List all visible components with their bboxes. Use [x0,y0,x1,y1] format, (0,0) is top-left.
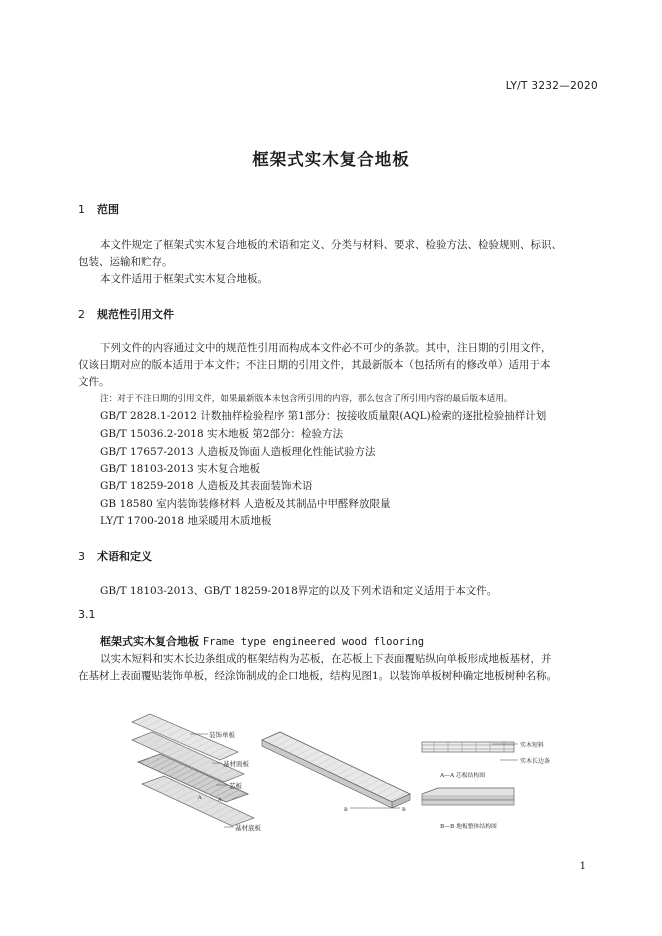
term-title [100,633,424,649]
label-base-back: 基材底板 [235,824,261,832]
label-decor-veneer: 装饰单板 [209,731,235,739]
reference-item: GB/T 15036.2-2018 实木地板 第2部分：检验方法 [100,428,344,440]
standard-code: LY/T 3232—2020 [505,80,598,92]
board-section-bottom [422,800,514,805]
reference-item: GB/T 2828.1-2012 计数抽样检验程序 第1部分：按接收质量限(AQL)检索的逐批检验抽样计划 [100,410,547,422]
reference-item: GB/T 18103-2013 实木复合地板 [100,463,260,475]
section-1-number: 1 [78,203,85,216]
term-definition-line2: 在基材上表面覆贴装饰单板，经涂饰制成的企口地板，结构见图1。以装饰单板树种确定地板树种名称。 [78,670,558,682]
label-short-wood: 实木短料 [520,742,545,749]
section-2-para-line1: 下列文件的内容通过文中的规范性引用而构成本文件必不可少的条款。其中，注日期的引用文件， [100,342,552,354]
label-core: 芯板 [229,782,242,790]
section-mark-a1: A [198,795,202,801]
section-3-title: 术语和定义 [97,550,152,563]
section-1-para1-line1: 本文件规定了框架式实木复合地板的术语和定义、分类与材料、要求、检验方法、检验规则、标识、 [100,239,562,251]
board-side-face [262,740,392,808]
subsection-3-1-number: 3.1 [78,608,96,621]
section-2-number: 2 [78,308,85,321]
section-mark-b2: B [402,807,406,813]
term-definition-line1: 以实木短料和实木长边条组成的框架结构为芯板，在芯板上下表面覆贴纵向单板形成地板基材，并 [100,653,552,665]
board-section-view [422,788,514,805]
caption-section-a: A—A 芯板结构图 [440,773,485,779]
section-1-title: 范围 [97,203,119,216]
reference-item: GB/T 18259-2018 人造板及其表面装饰术语 [100,480,313,492]
section-2-para-line3: 文件。 [78,376,110,388]
section-mark-a2: A [218,797,222,803]
core-section-frame [422,742,514,752]
caption-section-b: B—B 地板整体结构图 [440,824,497,830]
exploded-layers [132,714,254,826]
term-english: Frame type engineered wood flooring [202,636,425,648]
section-1-heading [78,201,119,217]
reference-item: LY/T 1700-2018 地采暖用木质地板 [100,515,272,527]
document-title: 框架式实木复合地板 [252,150,410,169]
reference-item: GB 18580 室内装饰装修材料 人造板及其制品中甲醛释放限量 [100,498,391,510]
section-1-para2: 本文件适用于框架式实木复合地板。 [100,273,268,285]
section-3-number: 3 [78,550,85,563]
section-mark-b1: B [344,807,348,813]
section-2-heading [78,306,174,322]
section-3-heading [78,548,152,564]
section-2-para-line2: 仅该日期对应的版本适用于本文件；不注日期的引用文件，其最新版本（包括所有的修改单）适用于本 [78,359,551,371]
section-2-note: 注：对于不注日期的引用文件，如果最新版本未包含所引用的内容，那么包含了所引用内容的最后版本适用。 [100,394,513,404]
page-number: 1 [579,861,586,872]
reference-item: GB/T 17657-2013 人造板及饰面人造板理化性能试验方法 [100,446,376,458]
section-3-para: GB/T 18103-2013、GB/T 18259-2018界定的以及下列术语和定义适用于本文件。 [100,585,498,597]
label-base-face: 基材面板 [223,760,249,768]
core-section-view [422,742,514,752]
board-top-grain [262,732,410,802]
figure-1-structure-diagram [120,700,610,850]
assembled-board [262,732,410,808]
section-1-para1-line2: 包装、运输和贮存。 [78,256,173,268]
label-long-strip: 实木长边条 [520,758,551,765]
section-2-title: 规范性引用文件 [97,308,174,321]
term-chinese: 框架式实木复合地板 [100,635,199,648]
